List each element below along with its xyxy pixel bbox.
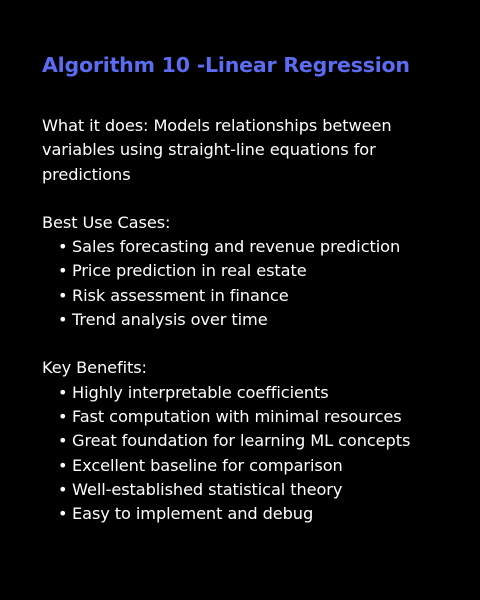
list-item bbox=[58, 284, 450, 308]
bullet-icon: • bbox=[58, 237, 68, 257]
list-item bbox=[58, 429, 450, 453]
list-item bbox=[58, 405, 450, 429]
list-item bbox=[58, 478, 450, 502]
list-item-text: Sales forecasting and revenue prediction bbox=[72, 237, 401, 257]
list-item-text: Risk assessment in finance bbox=[72, 285, 289, 305]
list-item bbox=[58, 454, 450, 478]
best-use-cases-heading: Best Use Cases: bbox=[42, 212, 171, 232]
key-benefits-heading: Key Benefits: bbox=[42, 358, 147, 378]
bullet-icon: • bbox=[58, 504, 68, 524]
bullet-icon: • bbox=[58, 431, 68, 451]
list-item-text: Highly interpretable coefficients bbox=[72, 382, 329, 402]
page-title: Algorithm 10 -Linear Regression bbox=[42, 53, 410, 77]
bullet-icon: • bbox=[58, 406, 68, 426]
bullet-icon: • bbox=[58, 382, 68, 402]
list-item bbox=[58, 235, 450, 259]
description-text: What it does: Models relationships between variables using straight-line equations for predictions bbox=[42, 116, 392, 184]
best-use-cases-list bbox=[42, 235, 450, 332]
list-item bbox=[58, 259, 450, 283]
list-item bbox=[58, 502, 450, 526]
best-use-cases-section bbox=[42, 211, 450, 332]
list-item-text: Great foundation for learning ML concepts bbox=[72, 431, 411, 451]
key-benefits-list bbox=[42, 381, 450, 527]
list-item bbox=[58, 381, 450, 405]
list-item-text: Excellent baseline for comparison bbox=[72, 455, 343, 475]
bullet-icon: • bbox=[58, 455, 68, 475]
key-benefits-section bbox=[42, 356, 450, 526]
list-item-text: Well-established statistical theory bbox=[72, 479, 343, 499]
list-item-text: Price prediction in real estate bbox=[72, 261, 307, 281]
list-item-text: Trend analysis over time bbox=[72, 310, 268, 330]
bullet-icon: • bbox=[58, 310, 68, 330]
list-item-text: Easy to implement and debug bbox=[72, 504, 314, 524]
bullet-icon: • bbox=[58, 285, 68, 305]
bullet-icon: • bbox=[58, 261, 68, 281]
list-item bbox=[58, 308, 450, 332]
bullet-icon: • bbox=[58, 479, 68, 499]
list-item-text: Fast computation with minimal resources bbox=[72, 406, 402, 426]
